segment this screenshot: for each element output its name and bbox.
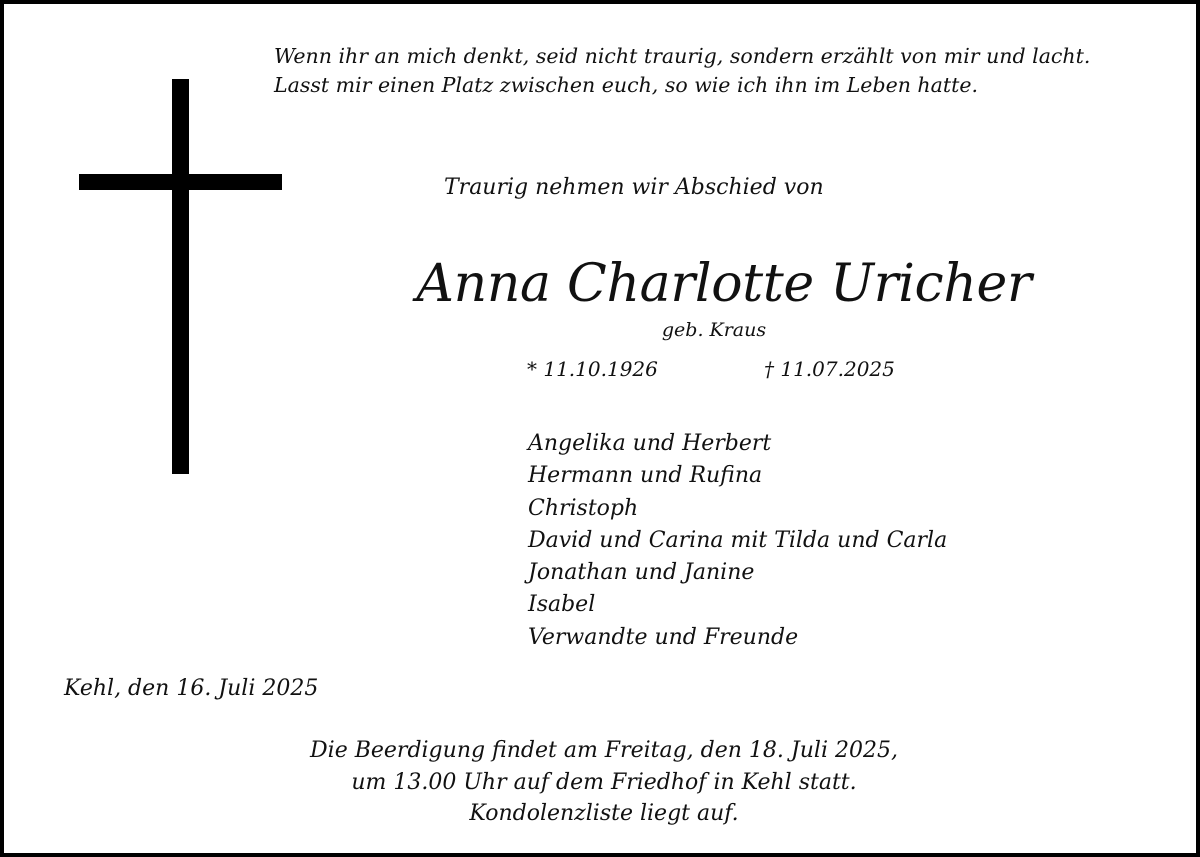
funeral-line-1: Die Beerdigung findet am Freitag, den 18. Juli 2025,: [310, 738, 898, 763]
cross-vertical-bar: [172, 79, 189, 474]
death-date: † 11.07.2025: [764, 357, 895, 381]
cross-icon: [79, 79, 282, 474]
mourner-item: Isabel: [528, 592, 596, 618]
motto-quote: [274, 42, 1184, 100]
mourner-item: David und Carina mit Tilda und Carla: [528, 527, 948, 553]
intro-text: Traurig nehmen wir Abschied von: [444, 175, 824, 200]
funeral-line-2: um 13.00 Uhr auf dem Friedhof in Kehl statt.: [351, 769, 857, 795]
mourner-item: Jonathan und Janine: [528, 560, 755, 586]
life-dates: [527, 354, 947, 384]
deceased-name: Anna Charlotte Uricher: [416, 254, 1032, 314]
funeral-line-3: Kondolenzliste liegt auf.: [469, 801, 739, 826]
birth-date: * 11.10.1926: [527, 357, 658, 381]
motto-line-1: Wenn ihr an mich denkt, seid nicht traurig, sondern erzählt von mir und lacht.: [274, 44, 1091, 68]
funeral-details: [204, 735, 1004, 830]
mourner-item: Hermann und Rufina: [528, 463, 763, 489]
mourner-item: Verwandte und Freunde: [528, 624, 799, 650]
motto-line-2: Lasst mir einen Platz zwischen euch, so wie ich ihn im Leben hatte.: [274, 73, 978, 97]
mourner-item: Christoph: [528, 495, 639, 521]
mourner-item: Angelika und Herbert: [528, 431, 772, 456]
place-and-date: Kehl, den 16. Juli 2025: [64, 676, 319, 701]
mourners-list: [528, 428, 1168, 654]
cross-horizontal-bar: [79, 174, 282, 190]
birth-name: geb. Kraus: [661, 319, 767, 341]
